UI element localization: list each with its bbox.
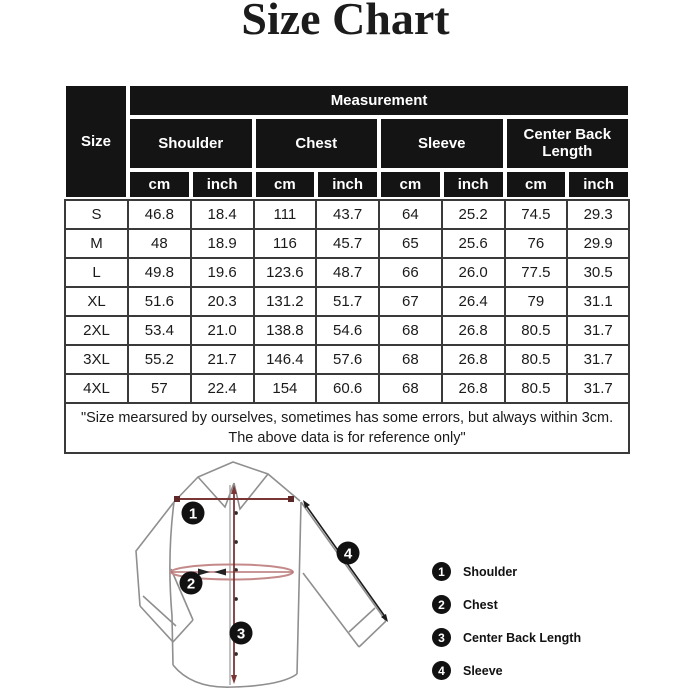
table-row-xl (64, 287, 630, 316)
legend-item-sleeve (432, 661, 581, 680)
value-cell: 77.5 (505, 258, 568, 287)
value-cell: 76 (505, 229, 568, 258)
value-cell: 18.4 (191, 199, 254, 229)
value-cell: 51.6 (128, 287, 191, 316)
value-cell: 26.8 (442, 345, 505, 374)
measurement-legend (432, 562, 581, 680)
value-cell: 25.6 (442, 229, 505, 258)
legend-label-center-back-length: Center Back Length (463, 630, 582, 645)
table-row-s (64, 199, 630, 229)
value-cell: 20.3 (191, 287, 254, 316)
col-header-sleeve: Sleeve (379, 117, 505, 170)
value-cell: 146.4 (254, 345, 317, 374)
legend-label-chest: Chest (463, 597, 498, 612)
legend-label-shoulder: Shoulder (463, 564, 518, 579)
value-cell: 25.2 (442, 199, 505, 229)
diagram-badge-4 (337, 542, 360, 565)
value-cell: 22.4 (191, 374, 254, 403)
legend-item-chest (432, 595, 581, 614)
shirt-measurement-diagram (128, 456, 413, 690)
value-cell: 31.7 (567, 374, 630, 403)
value-cell: 74.5 (505, 199, 568, 229)
value-cell: 116 (254, 229, 317, 258)
size-cell: 4XL (64, 374, 128, 403)
size-chart-table (64, 84, 630, 454)
unit-header: inch (567, 170, 630, 199)
value-cell: 111 (254, 199, 317, 229)
value-cell: 51.7 (316, 287, 379, 316)
size-cell: 3XL (64, 345, 128, 374)
header-row-groups (64, 117, 630, 170)
value-cell: 49.8 (128, 258, 191, 287)
value-cell: 29.3 (567, 199, 630, 229)
value-cell: 31.1 (567, 287, 630, 316)
value-cell: 54.6 (316, 316, 379, 345)
header-row-units (64, 170, 630, 199)
value-cell: 55.2 (128, 345, 191, 374)
value-cell: 131.2 (254, 287, 317, 316)
legend-badge-2-icon: 2 (432, 595, 451, 614)
diagram-badge-3 (230, 622, 253, 645)
value-cell: 43.7 (316, 199, 379, 229)
value-cell: 46.8 (128, 199, 191, 229)
unit-header: cm (128, 170, 191, 199)
table-row-m (64, 229, 630, 258)
value-cell: 29.9 (567, 229, 630, 258)
diagram-badge-2 (180, 572, 203, 595)
value-cell: 79 (505, 287, 568, 316)
value-cell: 68 (379, 345, 442, 374)
legend-badge-3-icon: 3 (432, 628, 451, 647)
col-header-chest: Chest (254, 117, 380, 170)
size-column-header: Size (64, 84, 128, 199)
legend-badge-4-icon: 4 (432, 661, 451, 680)
table-row-4xl (64, 374, 630, 403)
value-cell: 80.5 (505, 345, 568, 374)
table-row-2xl (64, 316, 630, 345)
svg-text:4: 4 (343, 545, 353, 563)
measurement-header: Measurement (128, 84, 630, 117)
value-cell: 80.5 (505, 374, 568, 403)
value-cell: 66 (379, 258, 442, 287)
unit-header: cm (254, 170, 317, 199)
value-cell: 123.6 (254, 258, 317, 287)
table-row-l (64, 258, 630, 287)
value-cell: 21.0 (191, 316, 254, 345)
value-cell: 31.7 (567, 345, 630, 374)
value-cell: 26.8 (442, 316, 505, 345)
value-cell: 31.7 (567, 316, 630, 345)
value-cell: 154 (254, 374, 317, 403)
value-cell: 18.9 (191, 229, 254, 258)
value-cell: 57 (128, 374, 191, 403)
value-cell: 68 (379, 316, 442, 345)
note-line-1: "Size mearsured by ourselves, sometimes has some errors, but always within 3cm. (80, 409, 614, 426)
size-cell: 2XL (64, 316, 128, 345)
size-cell: M (64, 229, 128, 258)
value-cell: 57.6 (316, 345, 379, 374)
value-cell: 80.5 (505, 316, 568, 345)
col-header-shoulder: Shoulder (128, 117, 254, 170)
measure-note (64, 403, 630, 455)
value-cell: 30.5 (567, 258, 630, 287)
unit-header: cm (379, 170, 442, 199)
legend-label-sleeve: Sleeve (463, 663, 503, 678)
unit-header: cm (505, 170, 568, 199)
legend-item-center-back-length (432, 628, 581, 647)
value-cell: 68 (379, 374, 442, 403)
value-cell: 26.8 (442, 374, 505, 403)
value-cell: 21.7 (191, 345, 254, 374)
svg-text:2: 2 (186, 575, 196, 593)
svg-text:3: 3 (236, 625, 246, 643)
size-cell: L (64, 258, 128, 287)
value-cell: 45.7 (316, 229, 379, 258)
unit-header: inch (316, 170, 379, 199)
value-cell: 138.8 (254, 316, 317, 345)
size-cell: S (64, 199, 128, 229)
diagram-badge-1 (182, 502, 205, 525)
value-cell: 67 (379, 287, 442, 316)
page-title: Size Chart (241, 0, 450, 44)
value-cell: 48.7 (316, 258, 379, 287)
col-header-center-back-length: Center Back Length (505, 117, 631, 170)
svg-text:1: 1 (188, 505, 198, 523)
unit-header: inch (191, 170, 254, 199)
size-cell: XL (64, 287, 128, 316)
value-cell: 60.6 (316, 374, 379, 403)
value-cell: 26.0 (442, 258, 505, 287)
legend-item-shoulder (432, 562, 581, 581)
table-note-row (64, 403, 630, 455)
value-cell: 53.4 (128, 316, 191, 345)
legend-badge-1-icon: 1 (432, 562, 451, 581)
value-cell: 48 (128, 229, 191, 258)
value-cell: 64 (379, 199, 442, 229)
unit-header: inch (442, 170, 505, 199)
value-cell: 19.6 (191, 258, 254, 287)
note-line-2: The above data is for reference only" (228, 429, 466, 446)
table-row-3xl (64, 345, 630, 374)
header-row-measurement (64, 84, 630, 117)
value-cell: 65 (379, 229, 442, 258)
value-cell: 26.4 (442, 287, 505, 316)
